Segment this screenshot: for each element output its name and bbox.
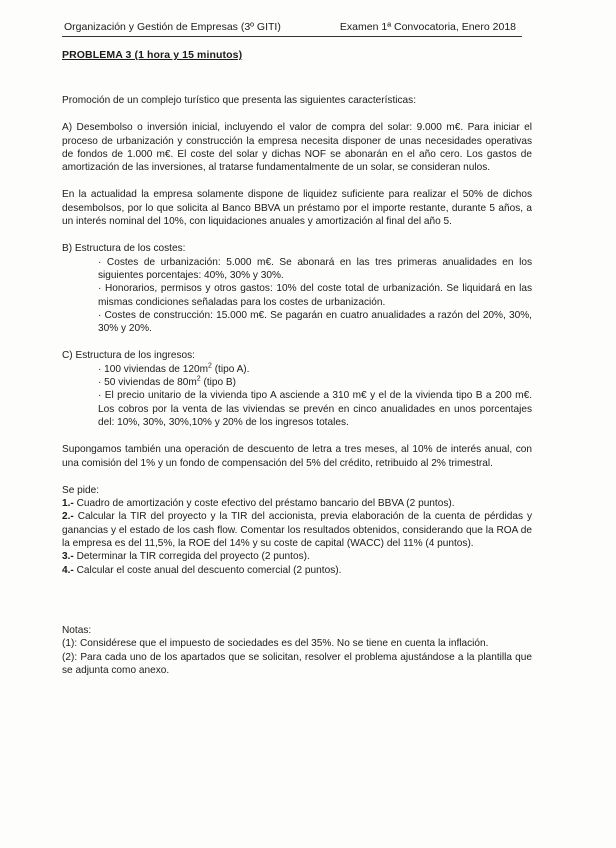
task-number: 1.- xyxy=(62,498,74,510)
cost-item: · Costes de construcción: 15.000 m€. Se pagarán en cuatro anualidades a razón del 20%, 30%, 30% y 20%. xyxy=(98,309,532,335)
income-item: · El precio unitario de la vivienda tipo A asciende a 310 m€ y el de la vivienda tipo B a 200 m€. Los cobros por la venta de las viviendas se prevén en cinco anualidades en unos porcentajes del: 10%, 30%, 30%,10% y 20% de los ingresos totales. xyxy=(98,390,532,428)
section-c xyxy=(62,349,532,429)
task-number: 2.- xyxy=(62,511,74,523)
problem-body xyxy=(62,94,532,577)
notes-section xyxy=(62,624,532,677)
task-number: 4.- xyxy=(62,564,74,576)
task-item: 2.- Calcular la TIR del proyecto y la TIR del accionista, previa elaboración de la cuenta de pérdidas y ganancias y el estado de los cash flow. Comentar los resultados obtenidos, considerando que la ROA de la empresa es del 11,5%, la ROE del 14% y su coste de capital (WACC) del 11% (4 puntos). xyxy=(62,511,532,550)
notes-heading: Notas: xyxy=(62,625,92,636)
task-item: 3.- Determinar la TIR corregida del proyecto (2 puntos). xyxy=(62,551,310,563)
section-c-heading: C) Estructura de los ingresos: xyxy=(62,350,195,362)
task-item: 4.- Calcular el coste anual del descuento comercial (2 puntos). xyxy=(62,564,342,576)
header-exam: Examen 1ª Convocatoria, Enero 2018 xyxy=(339,21,516,33)
task-number: 3.- xyxy=(62,551,74,563)
discount-paragraph: Supongamos también una operación de descuento de letra a tres meses, al 10% de interés anual, con una comisión del 1% y un fondo de compensación del 5% del crédito, retribuido al 2% trimestral. xyxy=(62,444,532,469)
page-header xyxy=(62,20,522,37)
note-item: (1): Considérese que el impuesto de sociedades es del 35%. No se tiene en cuenta la inflación. xyxy=(62,638,489,650)
tasks-section xyxy=(62,484,532,577)
intro-paragraph: Promoción de un complejo turístico que presenta las siguientes características: xyxy=(62,95,417,106)
cost-item: · Costes de urbanización: 5.000 m€. Se abonará en las tres primeras anualidades en los siguientes porcentajes: 40%, 30% y 30%. xyxy=(98,256,532,281)
cost-item: · Honorarios, permisos y otros gastos: 10% del coste total de urbanización. Se liquidará en las mismas condiciones señaladas para los costes de urbanización. xyxy=(98,283,532,308)
header-course: Organización y Gestión de Empresas (3º GITI) xyxy=(64,21,281,33)
problem-title: PROBLEMA 3 (1 hora y 15 minutos) xyxy=(62,49,243,61)
income-item: · 100 viviendas de $120m^2$ (tipo A). xyxy=(98,362,250,375)
note-item: (2): Para cada uno de los apartados que se solicitan, resolver el problema ajustándose a la plantilla que se adjunta como anexo. xyxy=(62,651,532,676)
tasks-heading: Se pide: xyxy=(62,484,100,496)
section-a-paragraph: A) Desembolso o inversión inicial, incluyendo el valor de compra del solar: 9.000 m€. Para iniciar el proceso de urbanización y construcción la empresa necesita disponer de unas necesidades operativas de fondos de 1.000 m€. El coste del solar y dichas NOF se abonarán en el año cero. Los gastos de amortización de las inversiones, al tratarse fundamentalmente de un solar, se consideran nulos. xyxy=(62,122,532,174)
task-item: 1.- Cuadro de amortización y coste efectivo del préstamo bancario del BBVA (2 puntos). xyxy=(62,498,455,510)
liquidity-paragraph: En la actualidad la empresa solamente dispone de liquidez suficiente para realizar el 50% de dichos desembolsos, por lo que solicita al Banco BBVA un préstamo por el importe restante, durante 5 años, a un interés nominal del 10%, con liquidaciones anuales y amortización al final del año 5. xyxy=(62,189,532,228)
income-item: · 50 viviendas de $80m^2$ (tipo B) xyxy=(98,375,236,389)
section-b-heading: B) Estructura de los costes: xyxy=(62,243,186,255)
section-b xyxy=(62,242,532,335)
